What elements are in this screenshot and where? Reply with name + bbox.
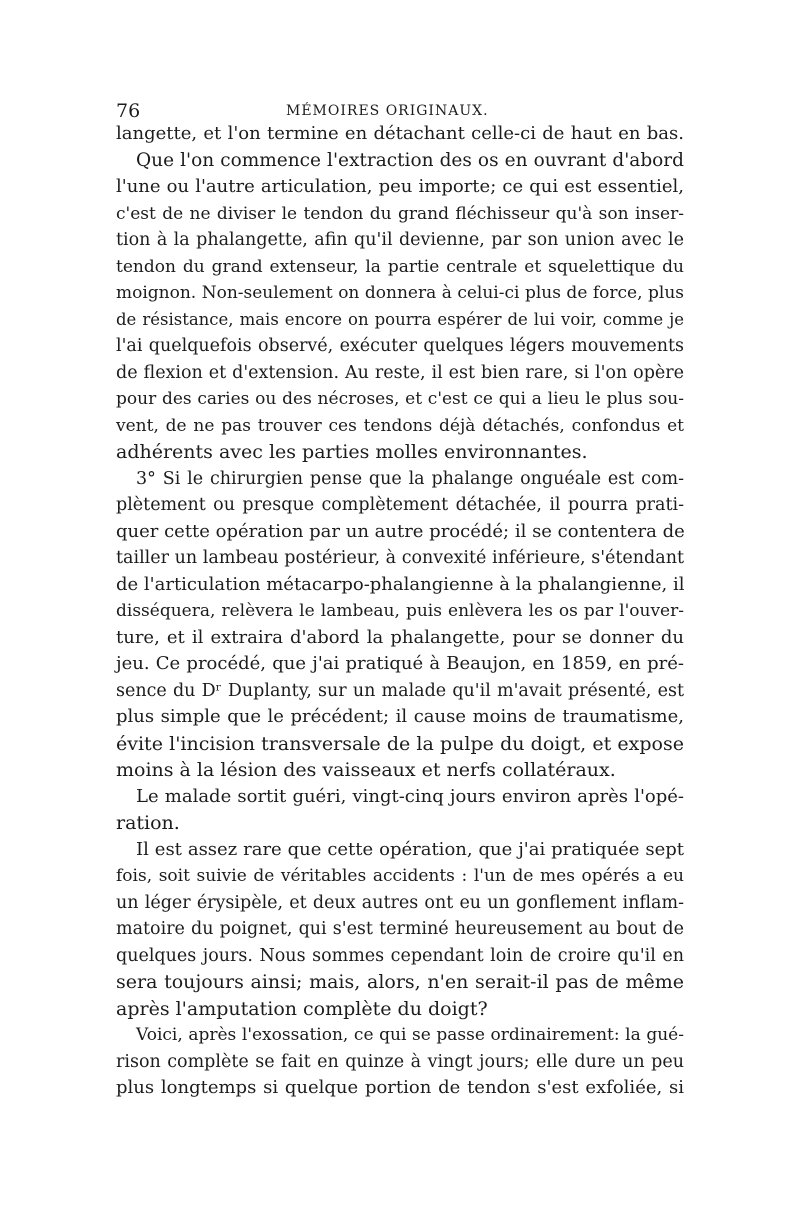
text-line: Il est assez rare que cette opération, que j'ai pratiquée sept bbox=[136, 838, 684, 860]
text-line: de l'articulation métacarpo-phalangienne à la phalangienne, il bbox=[116, 573, 685, 595]
text-line: ration. bbox=[116, 812, 180, 834]
text-line: adhérents avec les parties molles environnantes. bbox=[116, 441, 588, 463]
text-line: tendon du grand extenseur, la partie centrale et squelettique du bbox=[116, 256, 684, 277]
text-line: disséquera, relèvera le lambeau, puis enlèvera les os par l'ouver- bbox=[116, 601, 684, 621]
text-line: tion à la phalangette, afin qu'il devienne, par son union avec le bbox=[116, 230, 684, 250]
text-line: sera toujours ainsi; mais, alors, n'en serait-il pas de même bbox=[116, 971, 684, 993]
text-line: langette, et l'on termine en détachant celle-ci de haut en bas. bbox=[116, 123, 684, 144]
text-line: jeu. Ce procédé, que j'ai pratiqué à Beaujon, en 1859, en pré- bbox=[116, 653, 684, 674]
text-line: tailler un lambeau postérieur, à convexité inférieure, s'étendant bbox=[116, 548, 684, 568]
text-line: l'une ou l'autre articulation, peu importe; ce qui est essentiel, bbox=[116, 176, 684, 197]
text-line: plètement ou presque complètement détachée, il pourra prati- bbox=[116, 495, 684, 515]
text-line: de résistance, mais encore on pourra espérer de lui voir, comme je bbox=[116, 309, 684, 329]
text-line: plus simple que le précédent; il cause moins de traumatisme, bbox=[116, 706, 684, 727]
text-line: fois, soit suivie de véritables accidents : l'un de mes opérés a eu bbox=[116, 866, 684, 886]
text-line: c'est de ne diviser le tendon du grand fléchisseur qu'à son inser- bbox=[116, 203, 684, 224]
body-text bbox=[116, 121, 684, 1102]
running-title: MÉMOIRES ORIGINAUX. bbox=[286, 103, 489, 119]
text-line: moins à la lésion des vaisseaux et nerfs collatéraux. bbox=[116, 759, 616, 781]
text-line: Le malade sortit guéri, vingt-cinq jours environ après l'opé- bbox=[136, 785, 684, 807]
text-line: vent, de ne pas trouver ces tendons déjà détachés, confondus et bbox=[116, 415, 684, 436]
text-line: sence du Dʳ Duplanty, sur un malade qu'il m'avait présenté, est bbox=[116, 680, 684, 701]
text-line: plus longtemps si quelque portion de tendon s'est exfoliée, si bbox=[116, 1077, 684, 1098]
text-line: quelques jours. Nous sommes cependant loin de croire qu'il en bbox=[116, 945, 684, 966]
text-line: rison complète se fait en quinze à vingt jours; elle dure un peu bbox=[116, 1051, 684, 1072]
text-line: après l'amputation complète du doigt? bbox=[116, 997, 488, 1020]
text-line: Voici, après l'exossation, ce qui se passe ordinairement: la gué- bbox=[136, 1025, 684, 1045]
text-line: quer cette opération par un autre procédé; il se contentera de bbox=[116, 520, 685, 542]
text-line: moignon. Non-seulement on donnera à celui-ci plus de force, plus bbox=[116, 283, 684, 303]
text-line: de flexion et d'extension. Au reste, il est bien rare, si l'on opère bbox=[116, 362, 684, 383]
text-line: l'ai quelquefois observé, exécuter quelques légers mouvements bbox=[116, 336, 684, 356]
text-line: pour des caries ou des nécroses, et c'est ce qui a lieu le plus sou- bbox=[116, 389, 684, 409]
text-line: matoire du poignet, qui s'est terminé heureusement au bout de bbox=[116, 919, 684, 939]
text-line: 3° Si le chirurgien pense que la phalange onguéale est com- bbox=[136, 468, 684, 489]
text-line: ture, et il extraira d'abord la phalangette, pour se donner du bbox=[116, 626, 684, 648]
text-line: Que l'on commence l'extraction des os en ouvrant d'abord bbox=[136, 149, 684, 171]
text-line: un léger érysipèle, et deux autres ont eu un gonflement inflam- bbox=[116, 892, 684, 913]
page-number: 76 bbox=[116, 100, 141, 122]
text-line: évite l'incision transversale de la pulpe du doigt, et expose bbox=[116, 732, 684, 755]
